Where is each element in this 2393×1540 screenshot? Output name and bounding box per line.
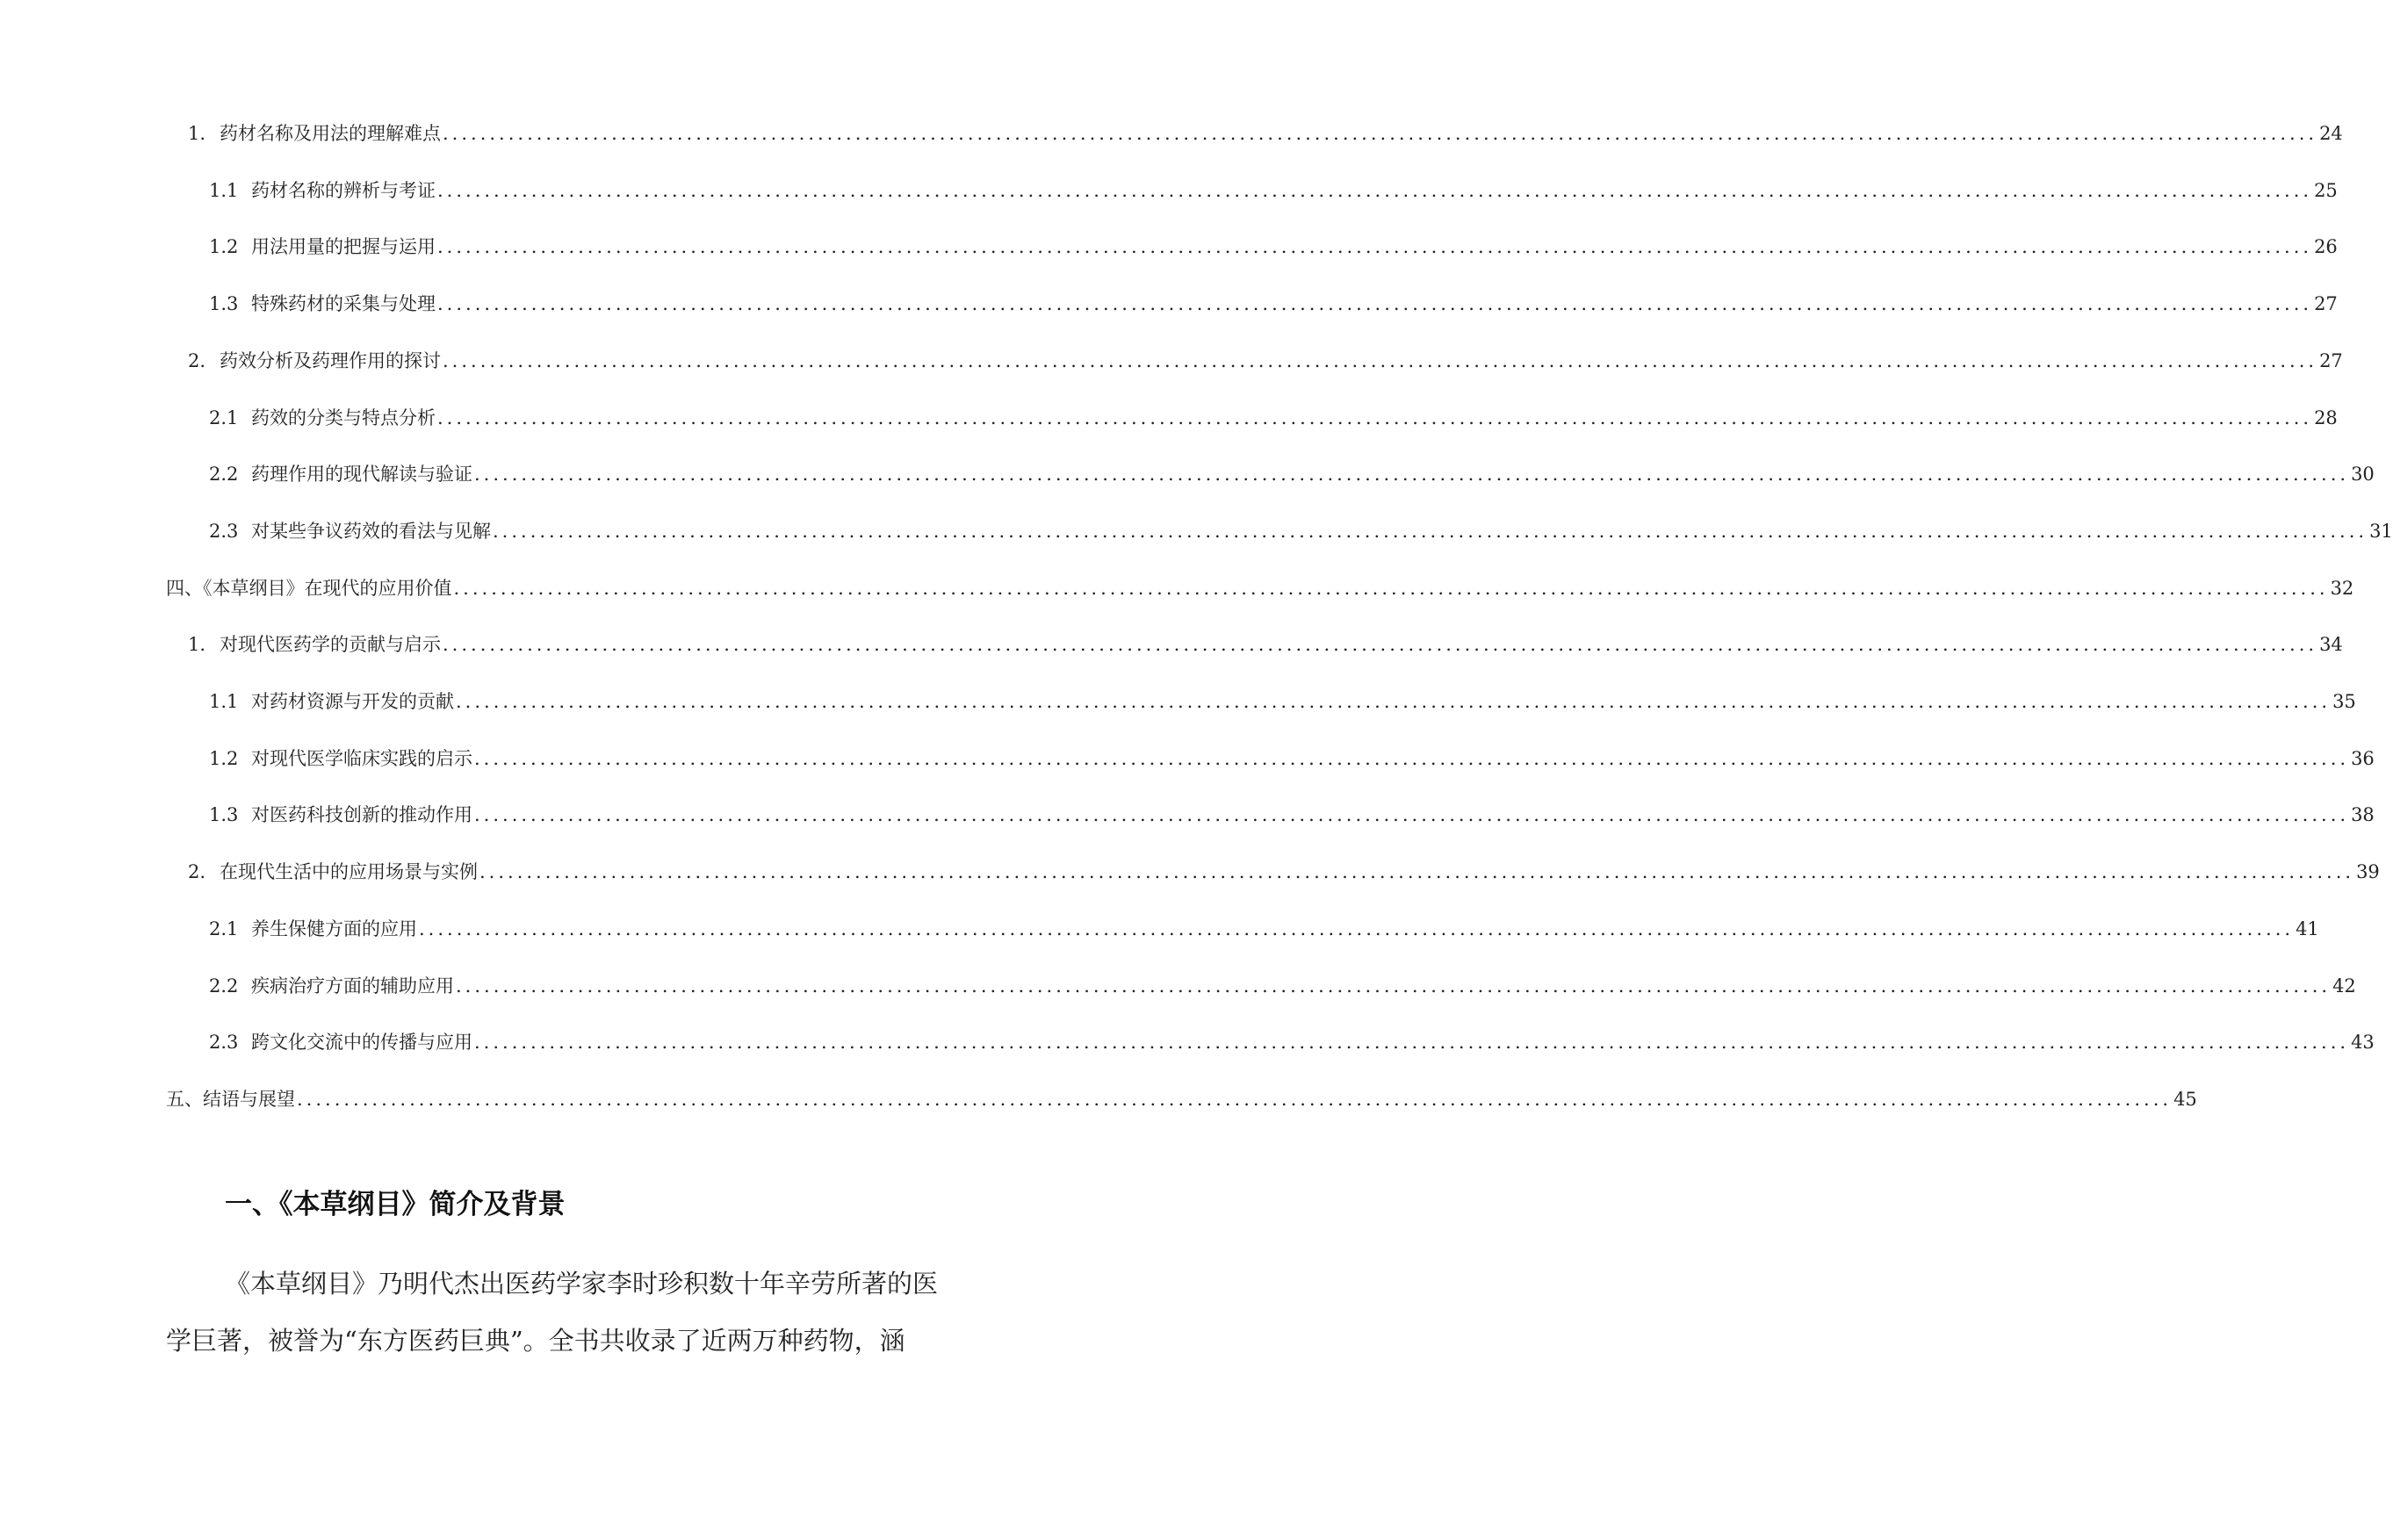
- toc-entry-page-number: 28: [2314, 407, 2338, 428]
- toc-entry-number: 四、: [166, 578, 203, 599]
- toc-entry[interactable]: [209, 177, 2338, 204]
- toc-entry-page-number: 31: [2369, 521, 2393, 542]
- toc-entry-page-number: 45: [2173, 1089, 2197, 1110]
- toc-entry-number: 2.: [188, 861, 206, 882]
- toc-entry-label: 对现代医学临床实践的启示: [251, 748, 472, 769]
- toc-leader-dots: ........................................................................................................................................................................................................: [453, 578, 2329, 599]
- toc-entry-title: [166, 575, 452, 601]
- toc-entry-number: 1.1: [209, 180, 239, 201]
- toc-leader-dots: ........................................................................................................................................................................................................: [443, 634, 2318, 655]
- toc-entry-title: [188, 859, 478, 885]
- toc-entry-page-number: 24: [2319, 123, 2343, 144]
- toc-entry-title: [209, 688, 454, 715]
- toc-entry-title: [209, 1029, 472, 1055]
- toc-entry-page-number: 25: [2314, 180, 2338, 201]
- toc-entry-label: 对药材资源与开发的贡献: [251, 691, 454, 712]
- toc-leader-dots: ........................................................................................................................................................................................................: [474, 1032, 2350, 1053]
- toc-entry-title: [188, 348, 441, 374]
- toc-entry-label: 跨文化交流中的传播与应用: [251, 1032, 472, 1053]
- toc-entry-title: [209, 405, 436, 431]
- toc-entry-label: 用法用量的把握与运用: [251, 236, 436, 257]
- toc-entry-number: 2.2: [209, 464, 239, 485]
- toc-leader-dots: ........................................................................................................................................................................................................: [474, 464, 2350, 485]
- toc-entry[interactable]: [188, 859, 2380, 885]
- toc-leader-dots: ........................................................................................................................................................................................................: [474, 748, 2350, 769]
- toc-entry-page-number: 35: [2332, 691, 2356, 712]
- toc-leader-dots: ........................................................................................................................................................................................................: [456, 691, 2332, 712]
- toc-entry-label: 特殊药材的采集与处理: [251, 293, 436, 314]
- toc-entry-title: [209, 802, 472, 828]
- toc-entry[interactable]: [166, 1086, 2197, 1112]
- toc-entry-label: 在现代生活中的应用场景与实例: [220, 861, 478, 882]
- section-heading: 一、《本草纲目》简介及背景: [225, 1189, 566, 1220]
- toc-leader-dots: ........................................................................................................................................................................................................: [437, 180, 2313, 201]
- toc-entry-page-number: 42: [2332, 975, 2356, 997]
- toc-entry-label: 养生保健方面的应用: [251, 918, 417, 939]
- toc-leader-dots: ........................................................................................................................................................................................................: [493, 521, 2368, 542]
- toc-entry-page-number: 36: [2351, 748, 2375, 769]
- toc-entry[interactable]: [209, 461, 2375, 487]
- toc-leader-dots: ........................................................................................................................................................................................................: [443, 350, 2318, 371]
- toc-entry-title: [209, 177, 436, 204]
- toc-entry[interactable]: [209, 518, 2393, 544]
- toc-entry-number: 1.3: [209, 804, 239, 825]
- toc-entry[interactable]: [209, 234, 2338, 260]
- toc-entry-title: [166, 1086, 295, 1112]
- toc-entry[interactable]: [188, 631, 2343, 658]
- toc-entry-page-number: 30: [2351, 464, 2375, 485]
- toc-entry-page-number: 34: [2319, 634, 2343, 655]
- toc-entry-label: 药效的分类与特点分析: [251, 407, 436, 428]
- toc-leader-dots: ........................................................................................................................................................................................................: [437, 236, 2313, 257]
- toc-entry-page-number: 39: [2356, 861, 2380, 882]
- toc-entry-page-number: 27: [2319, 350, 2343, 371]
- toc-entry[interactable]: [209, 688, 2356, 715]
- toc-entry-number: 1.1: [209, 691, 239, 712]
- toc-entry-label: 药理作用的现代解读与验证: [251, 464, 472, 485]
- toc-entry[interactable]: [209, 973, 2356, 999]
- toc-entry-title: [209, 234, 436, 260]
- toc-entry-label: 对现代医药学的贡献与启示: [220, 634, 441, 655]
- toc-entry-page-number: 32: [2330, 578, 2354, 599]
- toc-entry-label: 对医药科技创新的推动作用: [251, 804, 472, 825]
- toc-entry-title: [209, 973, 454, 999]
- toc-entry[interactable]: [209, 916, 2319, 942]
- toc-entry-number: 2.: [188, 350, 206, 371]
- toc-entry-label: 药材名称的辨析与考证: [251, 180, 436, 201]
- toc-entry-number: 2.3: [209, 521, 239, 542]
- paragraph-line: 《本草纲目》乃明代杰出医药学家李时珍积数十年辛劳所著的医: [225, 1269, 939, 1299]
- toc-entry-title: [209, 461, 472, 487]
- toc-leader-dots: ........................................................................................................................................................................................................: [419, 918, 2295, 939]
- toc-entry-page-number: 38: [2351, 804, 2375, 825]
- toc-entry-number: 1.2: [209, 236, 239, 257]
- toc-entry[interactable]: [188, 120, 2343, 147]
- toc-entry-label: 对某些争议药效的看法与见解: [251, 521, 491, 542]
- toc-entry-number: 1.2: [209, 748, 239, 769]
- toc-entry-number: 2.1: [209, 918, 239, 939]
- toc-entry-label: 药材名称及用法的理解难点: [220, 123, 441, 144]
- toc-leader-dots: ........................................................................................................................................................................................................: [456, 975, 2332, 997]
- toc-entry-number: 2.2: [209, 975, 239, 997]
- toc-leader-dots: ........................................................................................................................................................................................................: [474, 804, 2350, 825]
- toc-entry-number: 五、: [166, 1089, 203, 1110]
- toc-entry-page-number: 26: [2314, 236, 2338, 257]
- toc-entry-number: 2.3: [209, 1032, 239, 1053]
- toc-entry[interactable]: [166, 575, 2354, 601]
- toc-entry[interactable]: [209, 802, 2375, 828]
- toc-entry-label: 药效分析及药理作用的探讨: [220, 350, 441, 371]
- toc-entry[interactable]: [209, 1029, 2375, 1055]
- toc-entry-title: [209, 291, 436, 317]
- toc-entry-page-number: 41: [2296, 918, 2319, 939]
- toc-entry-title: [188, 120, 441, 147]
- toc-leader-dots: ........................................................................................................................................................................................................: [479, 861, 2355, 882]
- toc-entry-title: [188, 631, 441, 658]
- toc-entry-title: [209, 745, 472, 772]
- toc-entry-label: 《本草纲目》在现代的应用价值: [203, 578, 452, 599]
- toc-leader-dots: ........................................................................................................................................................................................................: [437, 293, 2313, 314]
- toc-entry[interactable]: [209, 745, 2375, 772]
- toc-entry-number: 1.: [188, 634, 206, 655]
- toc-leader-dots: ........................................................................................................................................................................................................: [297, 1089, 2173, 1110]
- toc-entry-number: 1.: [188, 123, 206, 144]
- toc-entry-page-number: 27: [2314, 293, 2338, 314]
- toc-entry-number: 1.3: [209, 293, 239, 314]
- toc-entry-label: 结语与展望: [203, 1089, 295, 1110]
- toc-entry[interactable]: [188, 348, 2343, 374]
- toc-leader-dots: ........................................................................................................................................................................................................: [437, 407, 2313, 428]
- toc-entry-page-number: 43: [2351, 1032, 2375, 1053]
- toc-entry[interactable]: [209, 405, 2338, 431]
- toc-entry-number: 2.1: [209, 407, 239, 428]
- toc-entry-title: [209, 518, 491, 544]
- toc-entry-label: 疾病治疗方面的辅助应用: [251, 975, 454, 997]
- toc-leader-dots: ........................................................................................................................................................................................................: [443, 123, 2318, 144]
- toc-entry-title: [209, 916, 417, 942]
- paragraph-line: 学巨著，被誉为“东方医药巨典”。全书共收录了近两万种药物，涵: [166, 1326, 905, 1356]
- toc-entry[interactable]: [209, 291, 2338, 317]
